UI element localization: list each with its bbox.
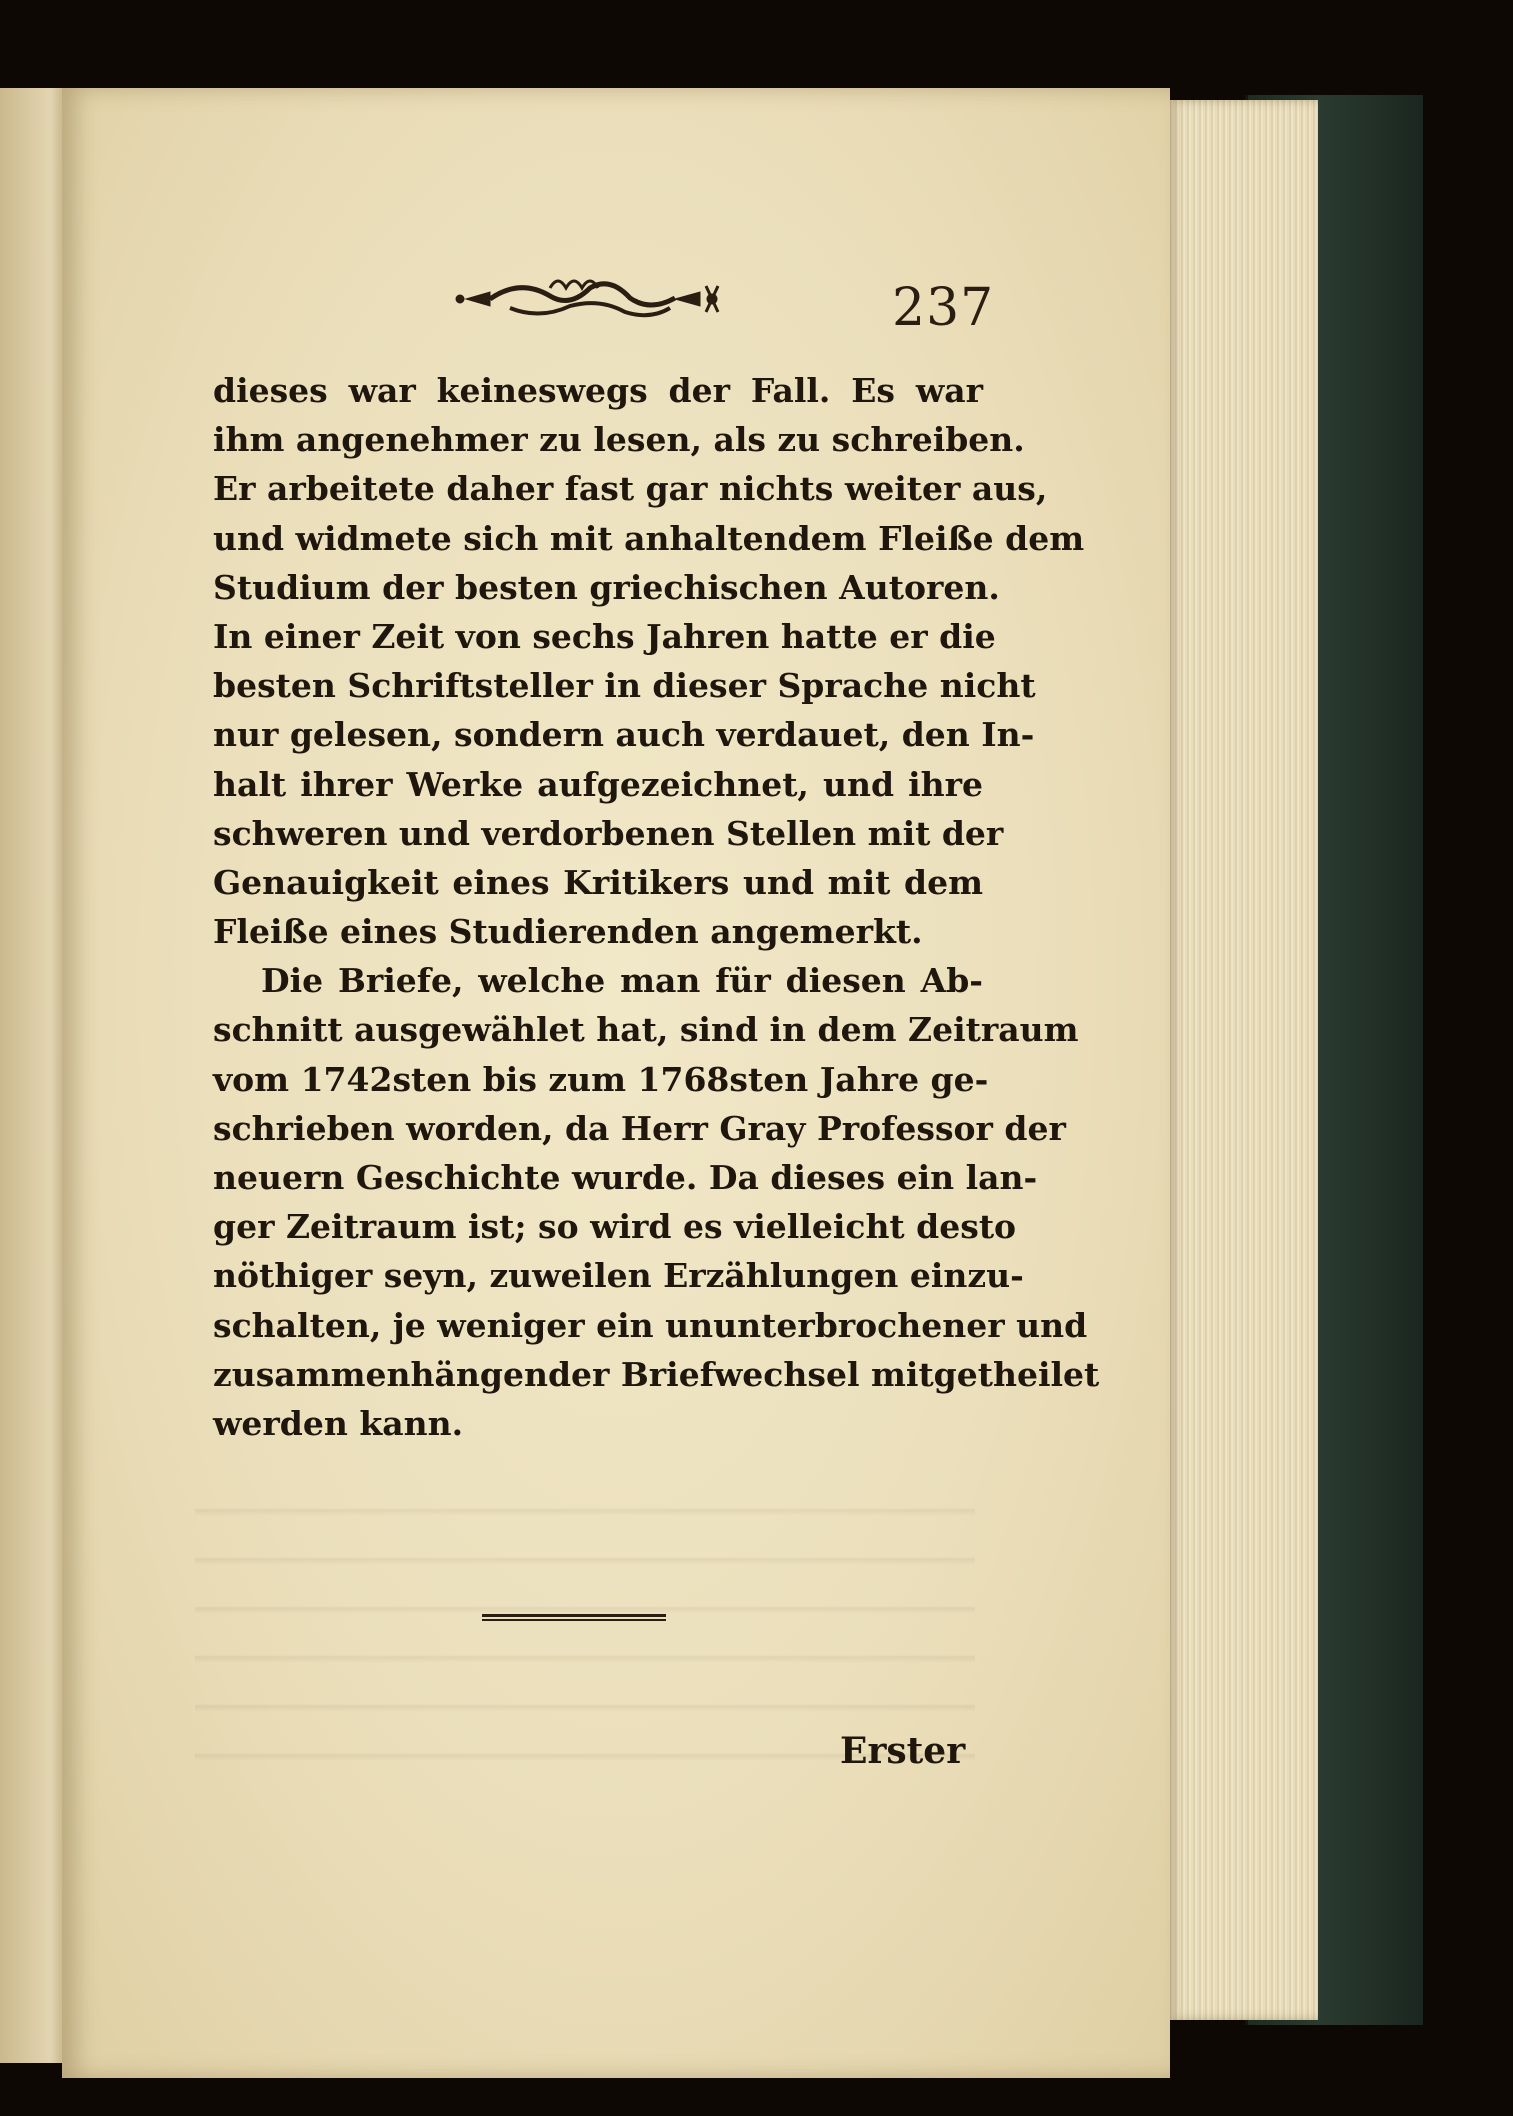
text-line: werden kann. bbox=[213, 1403, 464, 1443]
text-line: nöthiger seyn, zuweilen Erzählungen einzu- bbox=[213, 1256, 1024, 1296]
text-line: schrieben worden, da Herr Gray Professor der bbox=[213, 1108, 1066, 1148]
text-line: Die Briefe, welche man für diesen Ab- bbox=[261, 961, 983, 1001]
text-line: neuern Geschichte wurde. Da dieses ein lan- bbox=[213, 1158, 1038, 1197]
text-line: ihm angenehmer zu lesen, als zu schreiben. bbox=[213, 420, 1025, 460]
text-line: besten Schriftsteller in dieser Sprache nicht bbox=[213, 666, 1036, 706]
section-rule-icon bbox=[482, 1612, 666, 1624]
text-line: nur gelesen, sondern auch verdauet, den In- bbox=[213, 715, 1035, 755]
text-line: dieses war keineswegs der Fall. Es war bbox=[213, 371, 983, 410]
body-text bbox=[213, 366, 1100, 1448]
text-line: Er arbeitete daher fast gar nichts weiter aus, bbox=[213, 469, 1048, 509]
text-line: halt ihrer Werke aufgezeichnet, und ihre bbox=[213, 764, 983, 804]
text-line: Genauigkeit eines Kritikers und mit dem bbox=[213, 862, 983, 902]
catchword: Erster bbox=[840, 1730, 966, 1772]
text-line: Fleiße eines Studierenden angemerkt. bbox=[213, 912, 923, 952]
text-line: vom 1742sten bis zum 1768sten Jahre ge- bbox=[213, 1059, 989, 1099]
text-line: In einer Zeit von sechs Jahren hatte er die bbox=[213, 616, 996, 656]
text-line: Studium der besten griechischen Autoren. bbox=[213, 567, 1000, 607]
header-ornament-icon bbox=[450, 268, 730, 330]
page-block-edges bbox=[1168, 100, 1318, 2020]
paragraph-1 bbox=[213, 366, 1085, 956]
page-number: 237 bbox=[892, 278, 995, 338]
text-line: ger Zeitraum ist; so wird es vielleicht desto bbox=[213, 1207, 1017, 1247]
paragraph-2 bbox=[213, 956, 1100, 1448]
text-line: schweren und verdorbenen Stellen mit der bbox=[213, 813, 1004, 853]
text-line: und widmete sich mit anhaltendem Fleiße dem bbox=[213, 518, 1085, 558]
text-line: zusammenhängender Briefwechsel mitgetheilet bbox=[213, 1354, 1100, 1394]
text-line: schalten, je weniger ein ununterbrochener und bbox=[213, 1305, 1088, 1345]
text-line: schnitt ausgewählet hat, sind in dem Zeitraum bbox=[213, 1010, 1079, 1050]
